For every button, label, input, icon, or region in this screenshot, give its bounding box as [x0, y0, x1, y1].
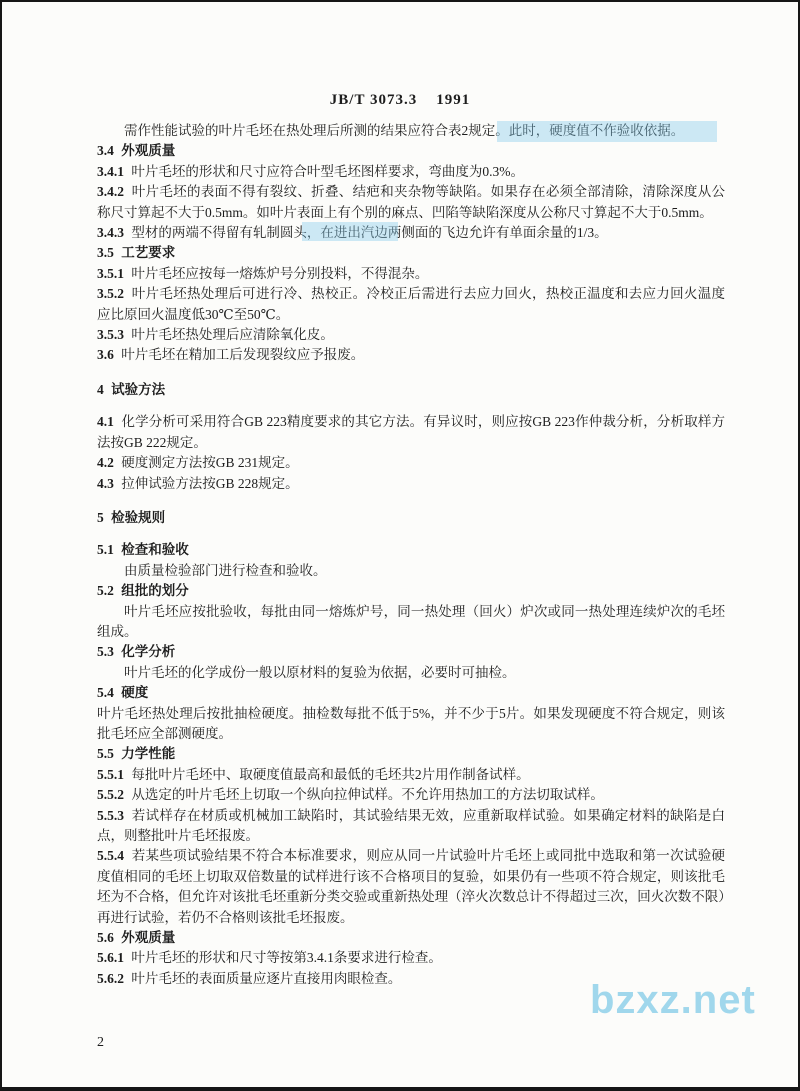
- clause-number: 5.6.2: [97, 970, 124, 986]
- heading-text: 组批的划分: [121, 583, 189, 599]
- clause-3-6: [97, 345, 725, 365]
- section-heading-3-4: [97, 141, 725, 161]
- clause-text: 叶片毛坯的表面质量应逐片直接用肉眼检查。: [131, 970, 402, 986]
- heading-text: 外观质量: [121, 930, 176, 946]
- clause-5-5-2: [97, 785, 725, 805]
- section-heading-5-2: [97, 581, 725, 601]
- section-heading-5-1: [97, 540, 725, 560]
- clause-text: 型材的两端不得留有轧制圆头，在进出汽边两侧面的飞边允许有单面余量的1/3。: [131, 225, 608, 241]
- clause-4-1: [97, 412, 725, 453]
- clause-number: 3.6: [97, 347, 114, 363]
- section-heading-3-5: [97, 243, 725, 263]
- heading-text: 力学性能: [121, 746, 176, 762]
- clause-text: 叶片毛坯的形状和尺寸等按第3.4.1条要求进行检查。: [131, 950, 442, 966]
- clause-3-5-2: [97, 284, 725, 325]
- clause-number: 3.4.2: [97, 184, 124, 200]
- section-heading-5-6: [97, 928, 725, 948]
- clause-3-5-3: [97, 325, 725, 345]
- clause-text: 叶片毛坯热处理后可进行冷、热校正。冷校正后需进行去应力回火，热校正温度和去应力回火温度应比原回火温度低30℃至50℃。: [97, 286, 725, 322]
- heading-text: 硬度: [121, 685, 149, 701]
- intro-paragraph: 需作性能试验的叶片毛坯在热处理后所测的结果应符合表2规定。此时，硬度值不作验收依据。: [124, 123, 685, 138]
- clause-text: 拉伸试验方法按GB 228规定。: [121, 475, 299, 491]
- clause-text: 叶片毛坯应按每一熔炼炉号分别投料，不得混杂。: [131, 265, 429, 281]
- clause-number: 3.5: [97, 245, 114, 261]
- clause-number: 5.4: [97, 685, 114, 701]
- heading-text: 试验方法: [111, 381, 166, 397]
- heading-text: 检验规则: [111, 509, 166, 525]
- clause-text: 硬度测定方法按GB 231规定。: [121, 455, 299, 471]
- section-heading-5-3: [97, 642, 725, 662]
- clause-number: 5.5.3: [97, 807, 124, 823]
- clause-text: 每批叶片毛坯中、取硬度值最高和最低的毛坯共2片用作制备试样。: [131, 766, 530, 782]
- clause-number: 3.4: [97, 143, 114, 159]
- clause-number: 3.5.3: [97, 327, 124, 343]
- clause-text: 叶片毛坯在精加工后发现裂纹应予报废。: [121, 347, 365, 363]
- clause-5-5-1: [97, 765, 725, 785]
- clause-number: 4.1: [97, 414, 114, 430]
- clause-number: 4.2: [97, 455, 114, 471]
- heading-text: 检查和验收: [121, 542, 189, 558]
- heading-text: 工艺要求: [121, 245, 176, 261]
- clause-number: 5.3: [97, 644, 114, 660]
- clause-5-6-1: [97, 948, 725, 968]
- clause-text: 若某些项试验结果不符合本标准要求，则应从同一片试验叶片毛坯上或同批中选取和第一次试验硬度值相同的毛坯上切取双倍数量的试样进行该不合格项目的复验，如果仍有一些项不符合规定，则该批毛坯为不合格，但允许对该批毛坯重新分类交验或重新热处理（淬火次数总计不得超过三次，回火次数不限）再进行试验，若仍不合格则该批毛坯报废。: [97, 848, 725, 925]
- body-paragraph-5-3: 叶片毛坯的化学成份一般以原材料的复验为依据，必要时可抽检。: [124, 664, 516, 680]
- clause-number: 4.3: [97, 475, 114, 491]
- clause-5-6-2: [97, 969, 725, 989]
- clause-number: 5.6.1: [97, 950, 124, 966]
- section-heading-5-5: [97, 744, 725, 764]
- heading-text: 外观质量: [121, 143, 176, 159]
- clause-number: 3.4.3: [97, 225, 124, 241]
- clause-number: 5.5.2: [97, 787, 124, 803]
- section-heading-4: [97, 380, 725, 400]
- clause-number: 5.6: [97, 930, 114, 946]
- clause-number: 3.5.2: [97, 286, 124, 302]
- clause-text: 叶片毛坯的表面不得有裂纹、折叠、结疤和夹杂物等缺陷。如果存在必须全部清除，清除深度从公称尺寸算起不大于0.5mm。如叶片表面上有个别的麻点、凹陷等缺陷深度从公称尺寸算起不大于0.5mm。: [97, 184, 725, 220]
- clause-text: 叶片毛坯的形状和尺寸应符合叶型毛坯图样要求，弯曲度为0.3%。: [131, 163, 525, 179]
- section-heading-5: [97, 508, 725, 528]
- clause-text: 化学分析可采用符合GB 223精度要求的其它方法。有异议时，则应按GB 223作仲裁分析，分析取样方法按GB 222规定。: [97, 414, 725, 450]
- clause-3-5-1: [97, 264, 725, 284]
- clause-text: 若试样存在材质或机械加工缺陷时，其试验结果无效，应重新取样试验。如果确定材料的缺陷是白点，则整批叶片毛坯报废。: [97, 807, 725, 843]
- clause-text: 叶片毛坯热处理后应清除氧化皮。: [131, 327, 334, 343]
- body-paragraph-5-1: 由质量检验部门进行检查和验收。: [124, 562, 327, 578]
- clause-number: 4: [97, 381, 104, 397]
- clause-5-5-4: [97, 846, 725, 928]
- clause-number: 5.5: [97, 746, 114, 762]
- clause-number: 5.2: [97, 583, 114, 599]
- clause-3-4-2: [97, 182, 725, 223]
- clause-number: 5.5.1: [97, 766, 124, 782]
- clause-number: 5: [97, 509, 104, 525]
- document-body: [97, 121, 725, 989]
- clause-4-3: [97, 474, 725, 494]
- body-paragraph-5-2: 叶片毛坯应按批验收，每批由同一熔炼炉号，同一热处理（回火）炉次或同一热处理连续炉次的毛坯组成。: [97, 603, 725, 639]
- site-watermark: bzxz.net: [590, 978, 756, 1022]
- heading-text: 化学分析: [121, 644, 176, 660]
- body-paragraph-5-4: 叶片毛坯热处理后按批抽检硬度。抽检数每批不低于5%，并不少于5片。如果发现硬度不符合规定，则该批毛坯应全部测硬度。: [97, 705, 725, 741]
- section-heading-5-4: [97, 683, 725, 703]
- page-number: 2: [97, 1035, 104, 1050]
- clause-text: 从选定的叶片毛坯上切取一个纵向拉伸试样。不允许用热加工的方法切取试样。: [131, 787, 604, 803]
- clause-3-4-1: [97, 162, 725, 182]
- clause-number: 5.5.4: [97, 848, 124, 864]
- doc-number-header: JB/T 3073.3 1991: [329, 92, 471, 108]
- clause-4-2: [97, 453, 725, 473]
- clause-5-5-3: [97, 806, 725, 847]
- clause-number: 5.1: [97, 542, 114, 558]
- clause-number: 3.5.1: [97, 265, 124, 281]
- clause-number: 3.4.1: [97, 163, 124, 179]
- clause-3-4-3: [97, 223, 725, 243]
